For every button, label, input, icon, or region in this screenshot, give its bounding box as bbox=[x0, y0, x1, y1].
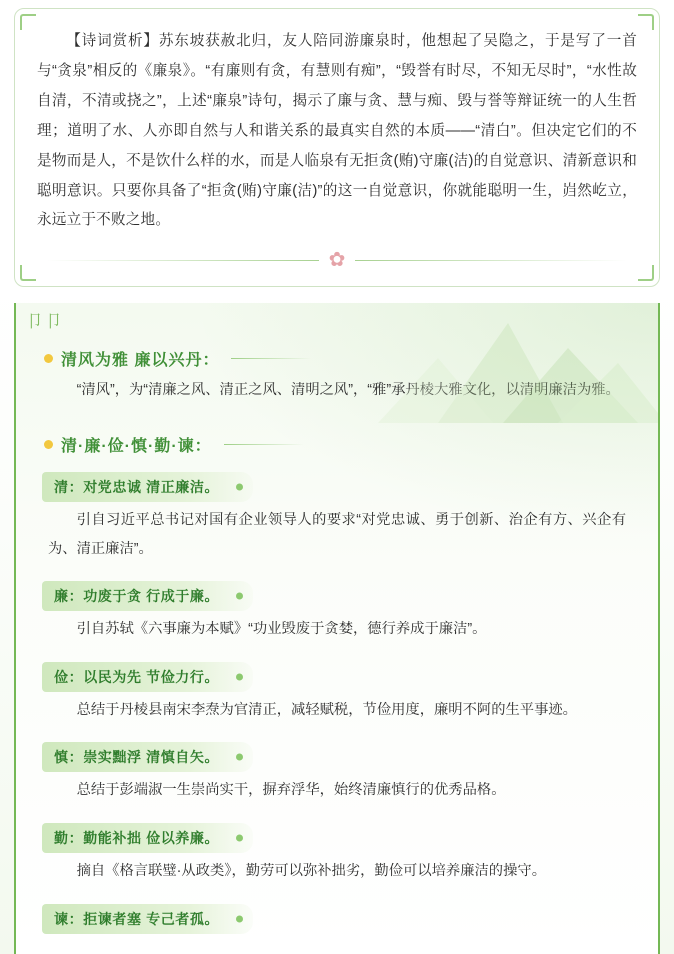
heading-underline bbox=[224, 444, 304, 445]
virtue-text: 引自苏轼《六事廉为本赋》“功业毁废于贪婪，德行养成于廉洁”。 bbox=[76, 621, 487, 638]
virtue-text: 总结于丹棱县南宋李焘为官清正，减轻赋税，节俭用度，廉明不阿的生平事迹。 bbox=[76, 701, 577, 718]
pill-dot-icon bbox=[236, 915, 243, 922]
virtue-label: 清：对党忠诚 清正廉洁。 bbox=[42, 472, 253, 502]
pill-dot-icon bbox=[236, 673, 243, 680]
virtue-text: 引自习近平总书记对国有企业领导人的要求“对党忠诚、勇于创新、治企有方、兴企有为、清正廉洁”。 bbox=[48, 511, 626, 557]
card-corner-bottom-left bbox=[20, 265, 36, 281]
card-corner-bottom-right bbox=[638, 265, 654, 281]
virtue-label: 俭：以民为先 节俭力行。 bbox=[42, 662, 253, 692]
appreciation-card bbox=[14, 8, 660, 287]
section-paragraph-1: “清风”，为“清廉之风、清正之风、清明之风”，“雅”承丹棱大雅文化，以清明廉洁为雅。 bbox=[76, 382, 620, 399]
section-heading-1 bbox=[44, 347, 648, 370]
bullet-dot-icon bbox=[44, 440, 53, 449]
virtue-label: 廉：功废于贪 行成于廉。 bbox=[42, 581, 253, 611]
pill-dot-icon bbox=[236, 593, 243, 600]
list-item bbox=[26, 732, 648, 805]
list-item bbox=[26, 813, 648, 886]
card-divider bbox=[37, 236, 637, 276]
list-item bbox=[26, 894, 648, 934]
divider-rule-left bbox=[47, 260, 319, 261]
virtue-text: 总结于彭端淑一生崇尚实干，摒弃浮华，始终清廉慎行的优秀品格。 bbox=[76, 782, 506, 799]
section-heading-2-label: 清·廉·俭·慎·勤·谏： bbox=[61, 437, 212, 455]
virtue-label: 谏：拒谏者塞 专己者孤。 bbox=[42, 904, 253, 934]
pill-dot-icon bbox=[236, 754, 243, 761]
virtue-label: 慎：崇实黜浮 清慎自矢。 bbox=[42, 742, 253, 772]
divider-rule-right bbox=[355, 260, 627, 261]
pill-dot-icon bbox=[236, 483, 243, 490]
section-heading-1-label: 清风为雅 廉以兴丹： bbox=[61, 352, 220, 370]
lotus-icon: ✿ bbox=[328, 249, 346, 272]
section-heading-2 bbox=[44, 433, 648, 456]
heading-underline bbox=[231, 358, 311, 359]
content-section bbox=[14, 303, 660, 953]
list-item bbox=[26, 571, 648, 644]
corner-mark-icon: 卩卩 bbox=[26, 312, 64, 332]
list-item bbox=[26, 652, 648, 725]
list-item bbox=[26, 462, 648, 563]
card-corner-top-right bbox=[638, 14, 654, 30]
virtue-label: 勤：勤能补拙 俭以养廉。 bbox=[42, 823, 253, 853]
appreciation-text: 【诗词赏析】苏东坡获赦北归，友人陪同游廉泉时，他想起了吴隐之，于是写了一首与“贪泉”相反的《廉泉》。“有廉则有贪，有慧则有痴”，“毁誉有时尽，不知无尽时”，“水性故自清，不清或挠之”，上述“廉泉”诗句，揭示了廉与贪、慧与痴、毁与誉等辩证统一的人生哲理；道明了水、人亦即自然与人和谐关系的最真实自然的本质——“清白”。但决定它们的不是物而是人，不是饮什么样的水，而是人临泉有无拒贪(贿)守廉(洁)的自觉意识、清新意识和聪明意识。只要你具备了“拒贪(贿)守廉(洁)”的这一自觉意识，你就能聪明一生，岿然屹立，永远立于不败之地。 bbox=[37, 33, 637, 229]
card-corner-top-left bbox=[20, 14, 36, 30]
virtue-list bbox=[26, 462, 648, 934]
virtue-text: 摘自《格言联璧·从政类》，勤劳可以弥补拙劣，勤俭可以培养廉洁的操守。 bbox=[76, 862, 546, 879]
bullet-dot-icon bbox=[44, 354, 53, 363]
pill-dot-icon bbox=[236, 834, 243, 841]
